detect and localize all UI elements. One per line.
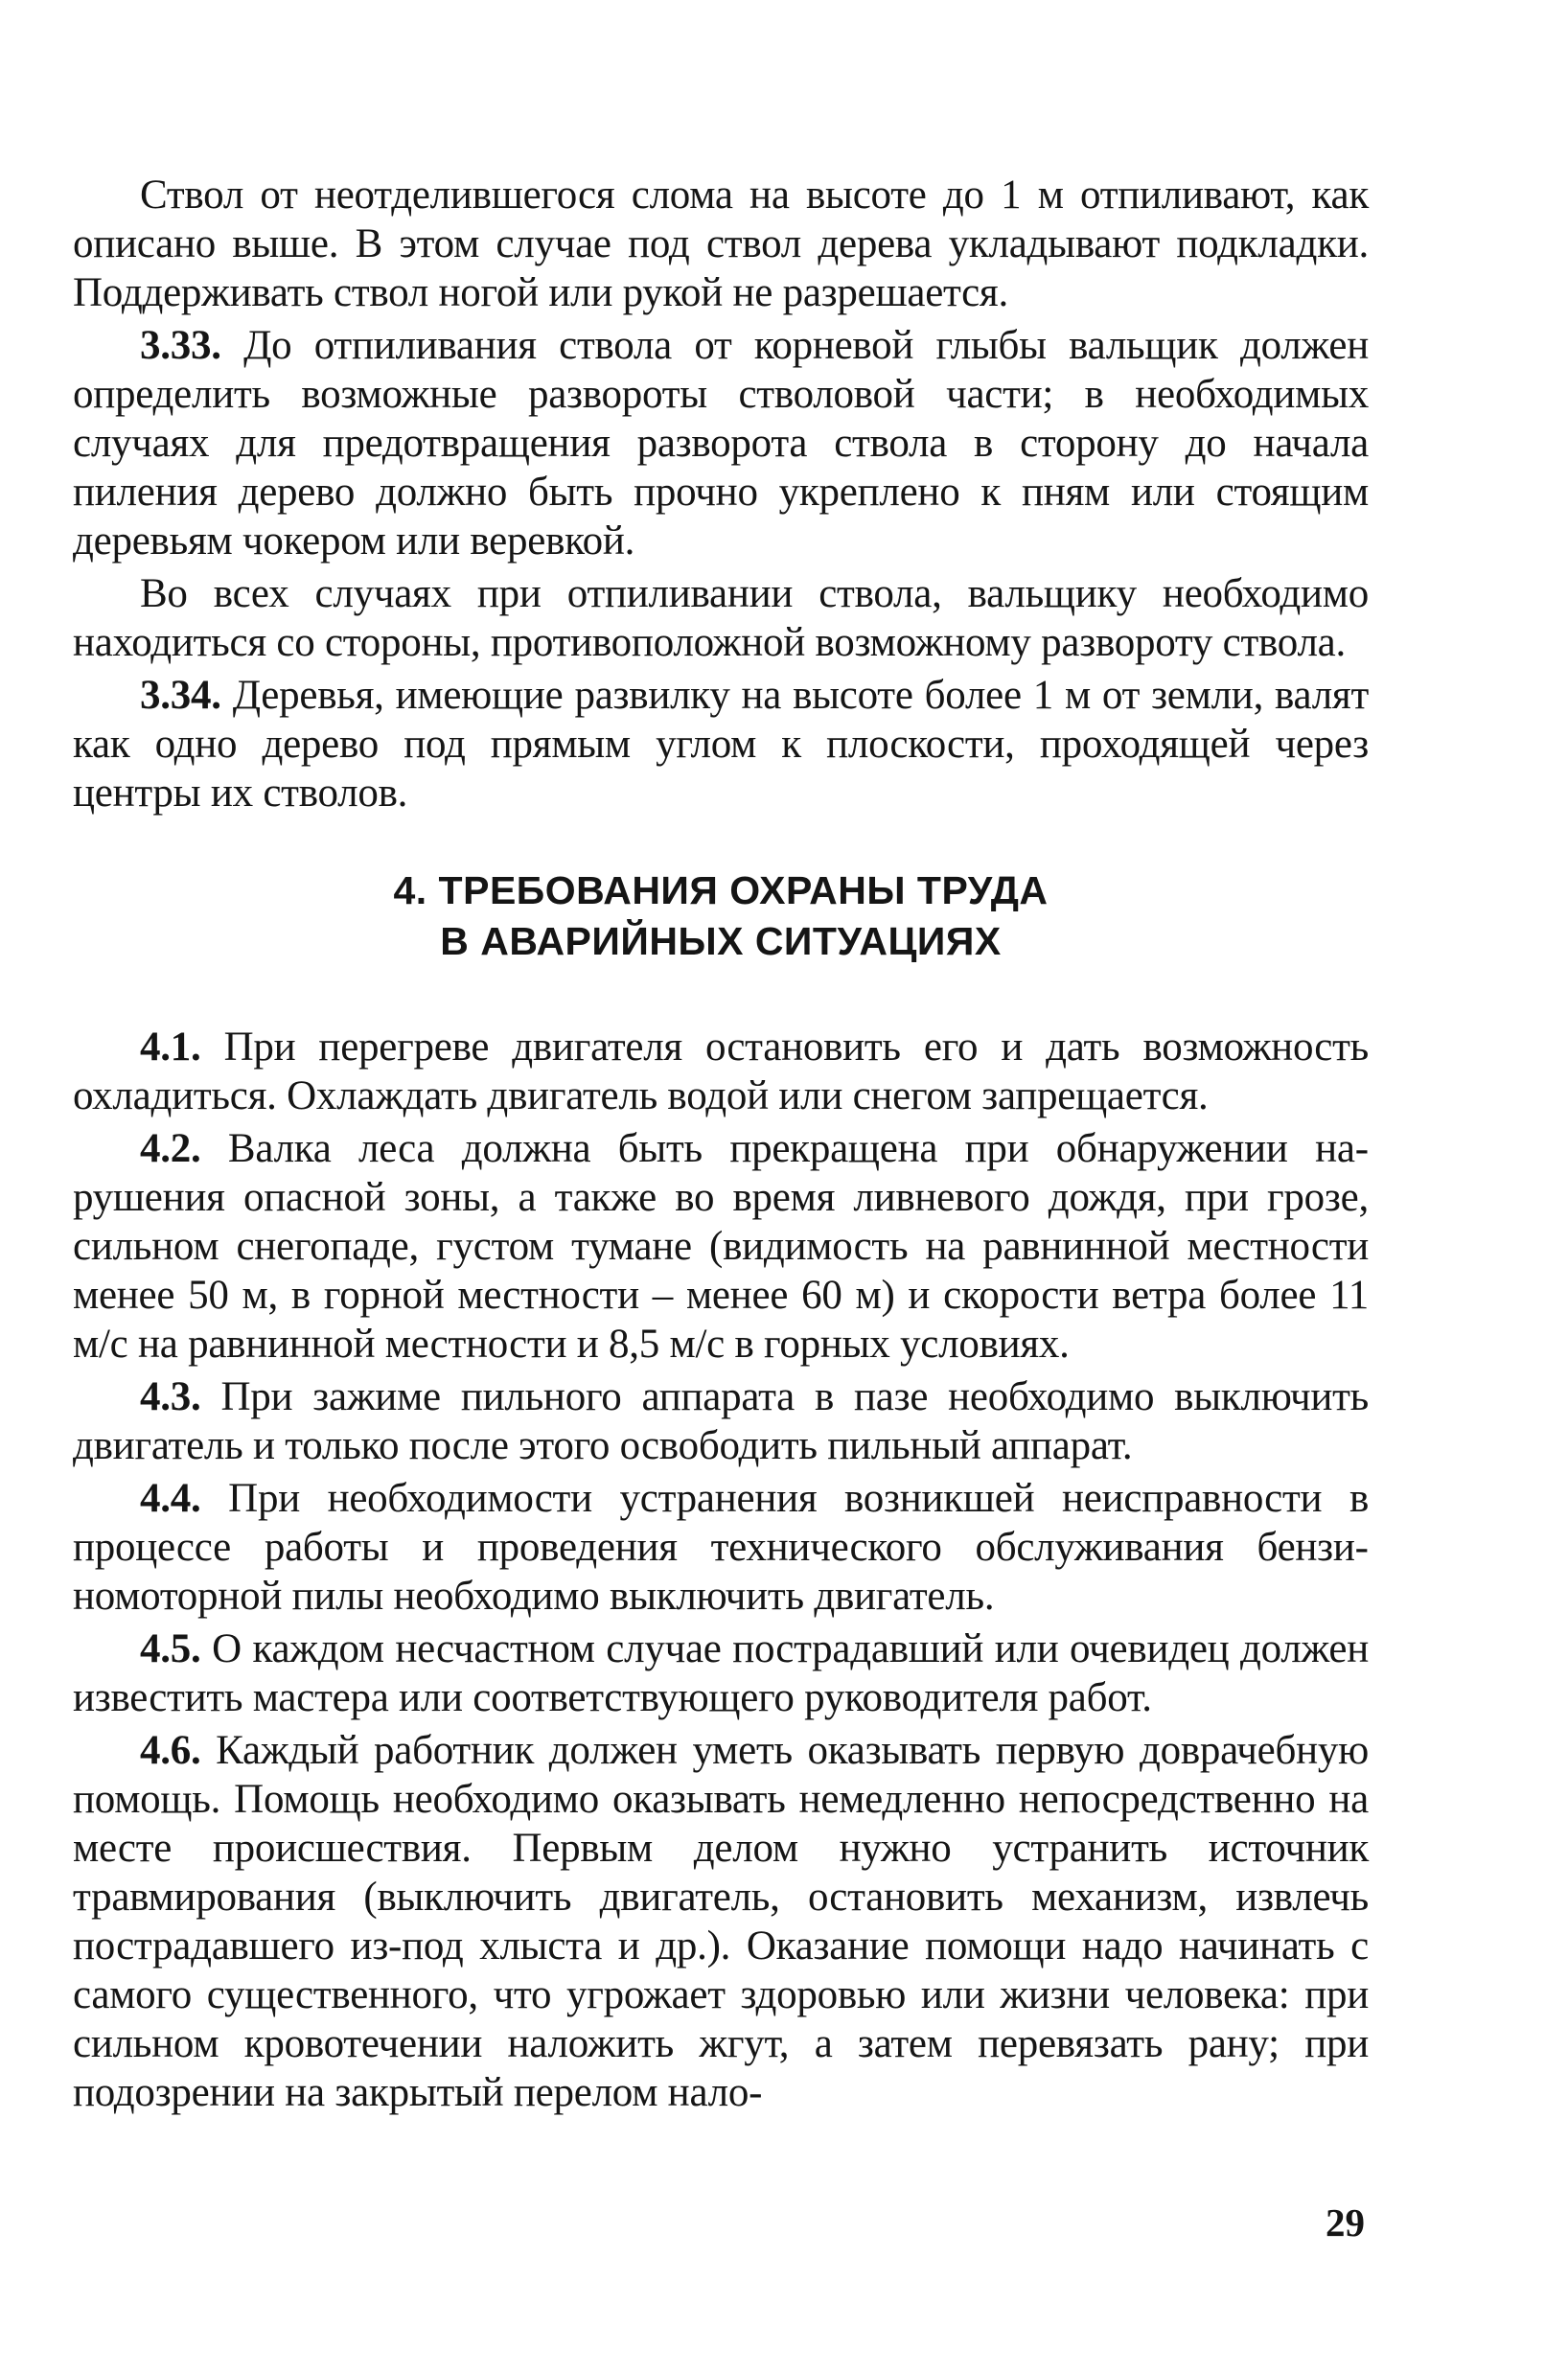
paragraph-number: 4.1. xyxy=(140,1025,201,1070)
paragraph-number: 3.33. xyxy=(140,323,221,368)
paragraph-4-2 xyxy=(73,1124,1369,1369)
section-heading xyxy=(73,865,1369,967)
paragraph-3-33 xyxy=(73,321,1369,565)
paragraph-text: При перегреве двигателя остановить его и дать возможность охладиться. Охлаждать двигатель водой или снегом запрещается. xyxy=(73,1025,1370,1118)
paragraph-number: 4.3. xyxy=(140,1374,201,1419)
paragraph-text: Валка леса должна быть прекращена при обнаружении нарушения опасной зоны, а также во время ливневого дождя, при грозе, сильном снегопаде, густом тумане (видимость на равнинной местности менее 50 м, в горной местности – менее 60 м) и скорости ветра более 11 м/с на равнинной местности и 8,5 м/с в горных условиях. xyxy=(73,1126,1370,1367)
section-heading-line-2: В АВАРИЙНЫХ СИТУАЦИЯХ xyxy=(440,919,1002,963)
paragraph-4-4 xyxy=(73,1474,1369,1621)
paragraph-text: Деревья, имеющие развилку на высоте более 1 м от земли, валят как одно дерево под прямым углом к плоскости, проходящей через центры их стволов. xyxy=(73,673,1369,816)
paragraph-trunk-position xyxy=(73,569,1369,667)
paragraph-number: 4.2. xyxy=(140,1126,201,1171)
paragraph-4-5 xyxy=(73,1624,1369,1722)
paragraph-text: Ствол от неотделившегося слома на высоте до 1 м отпиливают, как описано выше. В этом случае под ствол дерева укладывают подкладки. Поддерживать ствол ногой или рукой не разрешается. xyxy=(73,173,1369,315)
paragraph-number: 3.34. xyxy=(140,673,221,718)
section-heading-line-1: 4. ТРЕБОВАНИЯ ОХРАНЫ ТРУДА xyxy=(393,868,1049,912)
paragraph-text: При зажиме пильного аппарата в пазе необходимо выключить двигатель и только после этого освободить пильный аппарат. xyxy=(73,1374,1369,1468)
paragraph-3-34 xyxy=(73,671,1369,818)
paragraph-text: Каждый работник должен уметь оказывать первую доврачебную помощь. Помощь необходимо оказывать немедленно непосредственно на месте происшествия. Первым делом нужно устранить источник травмирования (выключить двигатель, остановить механизм, извлечь пострадавшего из-под хлыста и др.). Оказание помощи надо начинать с самого существенного, что угрожает здоровью или жизни человека: при сильном кровотечении наложить жгут, а затем перевязать рану; при подозрении на закрытый перелом нало- xyxy=(73,1728,1369,2115)
page-number: 29 xyxy=(1326,2200,1365,2245)
paragraph-number: 4.4. xyxy=(140,1476,201,1521)
paragraph-number: 4.6. xyxy=(140,1728,201,1773)
paragraph-text: При необходимости устранения возникшей неисправности в процессе работы и проведения технического обслуживания бензиномоторной пилы необходимо выключить двигатель. xyxy=(73,1476,1370,1619)
paragraph-4-6 xyxy=(73,1726,1369,2117)
paragraph-text: О каждом несчастном случае пострадавший или очевидец должен известить мастера или соответствующего руководителя работ. xyxy=(73,1626,1370,1720)
paragraph-4-3 xyxy=(73,1372,1369,1470)
paragraph-trunk-cutting xyxy=(73,171,1369,317)
paragraph-text: До отпиливания ствола от корневой глыбы вальщик должен определить возможные развороты стволовой части; в необходимых случаях для предотвращения разворота ствола в сторону до начала пиления дерево должно быть прочно укреплено к пням или стоящим деревьям чокером или веревкой. xyxy=(73,323,1370,564)
paragraph-4-1 xyxy=(73,1023,1369,1120)
paragraph-number: 4.5. xyxy=(140,1626,201,1671)
document-page xyxy=(73,171,1369,2121)
paragraph-text: Во всех случаях при отпиливании ствола, вальщику необходимо находиться со стороны, противоположной возможному развороту ствола. xyxy=(73,571,1369,665)
